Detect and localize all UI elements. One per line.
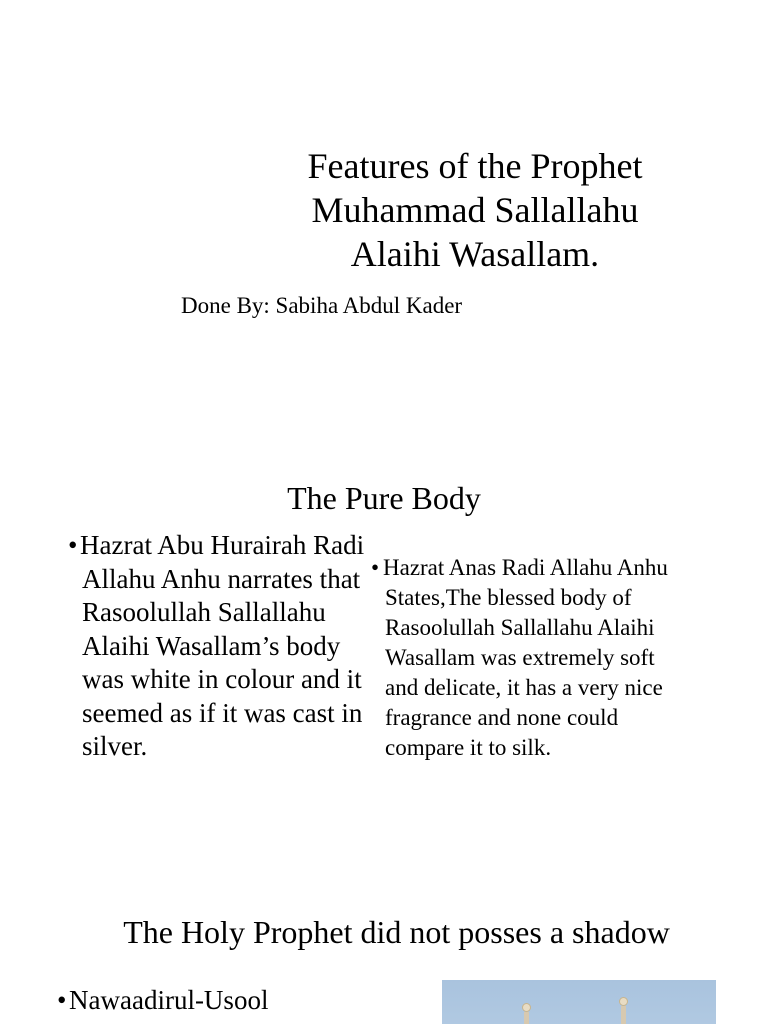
list-item (360, 553, 678, 763)
pure-body-slide (0, 445, 768, 890)
bullet-icon: • (371, 555, 380, 580)
title-slide (0, 0, 768, 445)
right-bullet-list (360, 553, 678, 763)
bullet-text: Hazrat Anas Radi Allahu Anhu States,The blessed body of Rasoolullah Sallallahu Alaihi Wasallam was extremely soft and delicate, it has a very nice fragrance and none could compare it to silk. (383, 555, 668, 760)
bullet-text: Nawaadirul-Usool (69, 985, 269, 1015)
shadow-slide (0, 890, 768, 1024)
minaret-left (524, 1012, 529, 1024)
left-bullet-list (57, 529, 387, 764)
list-item (57, 529, 387, 764)
bullet-text: Hazrat Abu Hurairah Radi Allahu Anhu narrates that Rasoolullah Sallallahu Alaihi Wasallam’s body was white in colour and it seemed as if it was cast in silver. (80, 530, 365, 761)
slide-title: The Holy Prophet did not posses a shadow (123, 914, 670, 950)
bullet-icon: • (68, 530, 78, 560)
list-item (46, 983, 406, 1017)
bullet-icon: • (57, 985, 67, 1015)
slide-title: The Pure Body (287, 480, 481, 516)
bullet-list (46, 983, 406, 1017)
presentation-title: Features of the Prophet Muhammad Sallallahu Alaihi Wasallam. (307, 146, 643, 274)
mosque-photo (442, 980, 716, 1024)
minaret-right (621, 1006, 626, 1024)
author-byline: Done By: Sabiha Abdul Kader (181, 293, 463, 318)
